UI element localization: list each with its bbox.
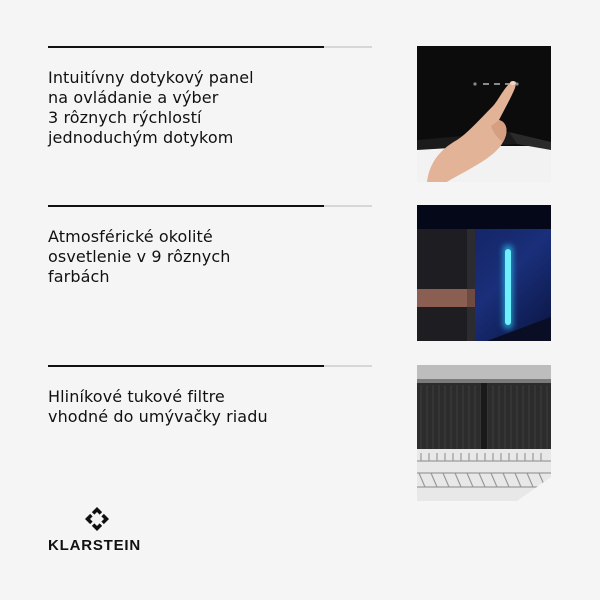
- ambient-lighting-photo: [417, 205, 551, 341]
- klarstein-diamond-icon: [85, 507, 109, 531]
- touch-panel-photo: [417, 46, 551, 182]
- feature-ambient-lighting: [48, 205, 372, 287]
- feature-text: Atmosférické okolité osvetlenie v 9 rôznych farbách: [48, 227, 231, 286]
- brand-name: KLARSTEIN: [48, 537, 142, 554]
- feature-touch-panel: [48, 46, 372, 148]
- feature-text: Hliníkové tukové filtre vhodné do umývačky riadu: [48, 387, 268, 426]
- feature-divider: [48, 365, 372, 367]
- feature-grease-filters: [48, 365, 372, 427]
- grease-filter-photo: [417, 365, 551, 501]
- feature-text: Intuitívny dotykový panel na ovládanie a výber 3 rôznych rýchlostí jednoduchým dotykom: [48, 68, 254, 147]
- feature-divider: [48, 46, 372, 48]
- feature-divider: [48, 205, 372, 207]
